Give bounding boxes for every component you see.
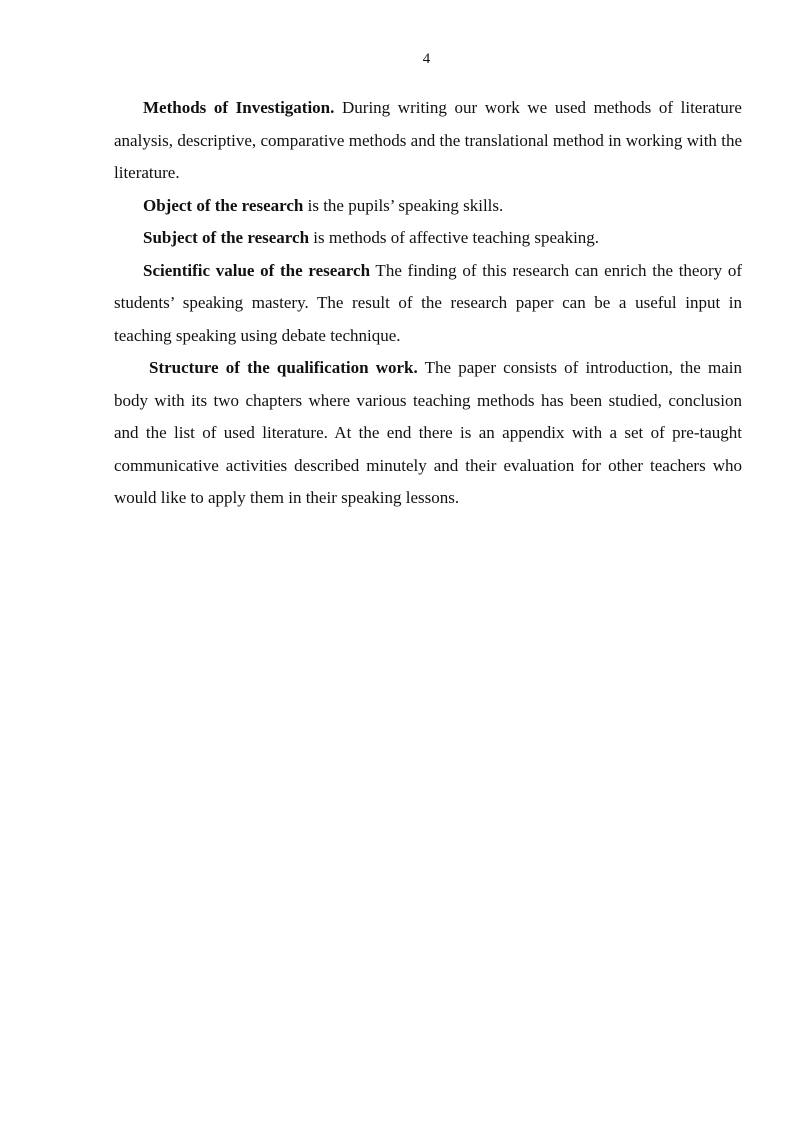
paragraph-structure: [114, 352, 742, 515]
paragraph-heading: Methods of Investigation.: [143, 98, 335, 117]
paragraph-heading: Scientific value of the research: [143, 260, 371, 280]
paragraph-heading: Structure of the qualification work.: [149, 358, 418, 377]
paragraph-text: is the pupils’ speaking skills.: [303, 195, 504, 215]
paragraph-methods: [114, 92, 742, 190]
paragraph-text: The paper consists of introduction, the main body with its two chapters where various teaching methods has been studied, conclusion and the list of used literature. At the end there is an appendix with a set of pre-taught communicative activities described minutely and their evaluation for other teachers who would like to apply them in their speaking lessons.: [114, 358, 742, 507]
paragraph-heading: Object of the research: [143, 195, 304, 215]
paragraph-heading: Subject of the research: [143, 228, 310, 247]
paragraph-subject: [114, 222, 742, 255]
paragraph-text: The finding of this research can enrich the theory of students’ speaking mastery. The result of the research paper can be a useful input in teaching speaking using debate technique.: [114, 260, 742, 345]
paragraph-scientific-value: [114, 255, 742, 353]
paragraph-text: During writing our work we used methods of literature analysis, descriptive, comparative methods and the translational method in working with the literature.: [114, 98, 742, 182]
page-number: 4: [422, 51, 431, 67]
paragraph-object: [114, 190, 742, 223]
body-text: [114, 92, 742, 515]
paragraph-text: is methods of affective teaching speaking.: [309, 228, 600, 247]
